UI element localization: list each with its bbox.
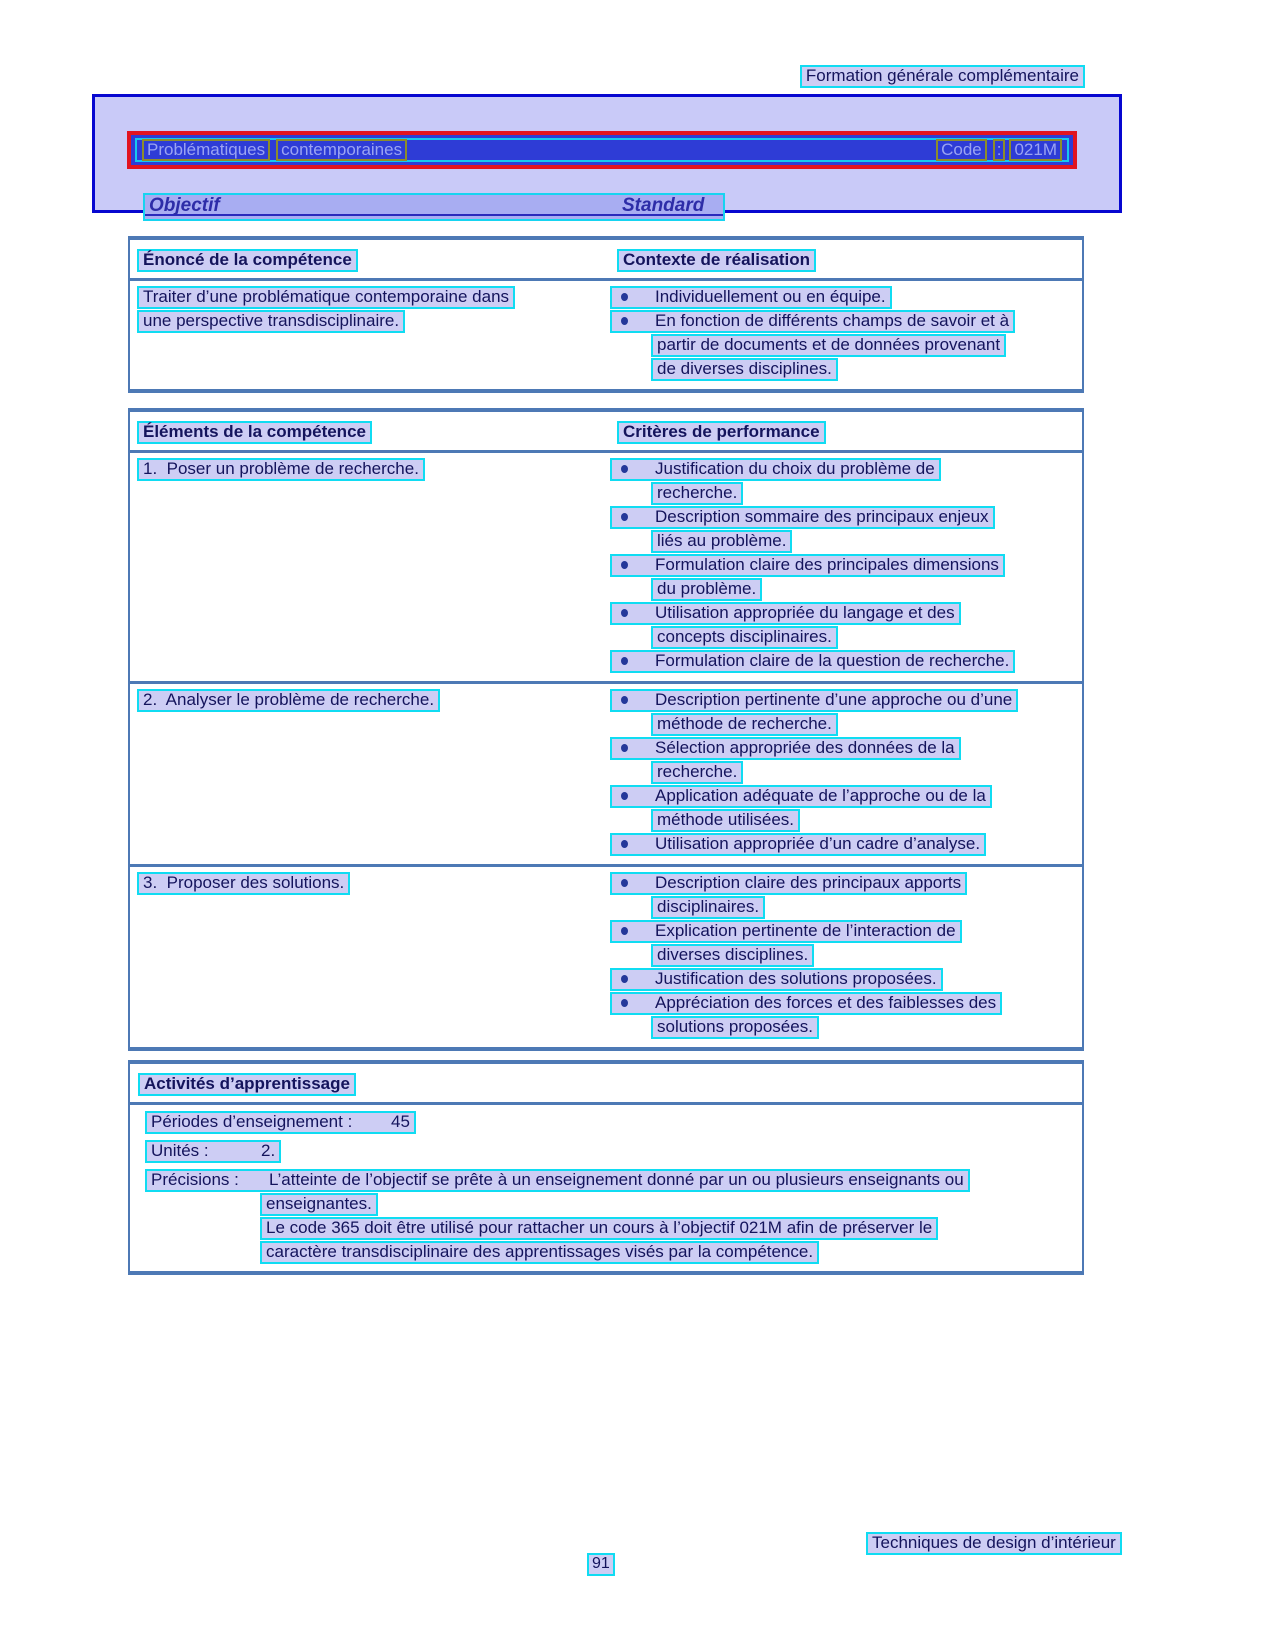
code-value: 021M	[1009, 139, 1062, 161]
learning-activities-table	[128, 1060, 1084, 1275]
periods-value: 45	[391, 1112, 410, 1131]
bullet-continuation-line: diverses disciplines.	[651, 944, 814, 967]
column-header-elements: Éléments de la compétence	[137, 421, 372, 444]
bullet-text: Individuellement ou en équipe.	[655, 287, 886, 306]
title-line-box	[135, 138, 1069, 162]
section-header-right: Formation générale complémentaire	[800, 65, 1085, 88]
bullet-continuation-line: solutions proposées.	[651, 1016, 819, 1039]
bullet-line	[610, 737, 961, 760]
table-row	[130, 453, 1082, 681]
bullet-icon	[621, 744, 628, 752]
competence-statement-table	[128, 236, 1084, 393]
objectif-standard-row	[143, 193, 725, 221]
column-header-criteria: Critères de performance	[617, 421, 826, 444]
bullet-icon	[621, 792, 628, 800]
activities-header: Activités d’apprentissage	[138, 1073, 356, 1096]
bullet-icon	[621, 561, 628, 569]
element-cell	[130, 458, 610, 674]
criteria-cell	[610, 872, 1082, 1040]
bullet-continuation-line: disciplinaires.	[651, 896, 765, 919]
activities-body	[130, 1105, 1082, 1271]
bullet-line	[610, 458, 941, 481]
bullet-line	[610, 968, 943, 991]
statement-cell	[130, 286, 610, 382]
footer-program-label: Techniques de design d’intérieur	[866, 1532, 1122, 1555]
bullet-line	[610, 872, 967, 895]
page-number: 91	[587, 1553, 615, 1576]
bullet-text: Justification du choix du problème de	[655, 459, 935, 478]
bullet-continuation-line: recherche.	[651, 482, 743, 505]
bullet-text: Formulation claire de la question de recherche.	[655, 651, 1010, 670]
bullet-continuation-line: de diverses disciplines.	[651, 358, 838, 381]
periods-label: Périodes d’enseignement :	[151, 1112, 353, 1131]
code-label: Code	[936, 139, 987, 161]
bullet-icon	[621, 696, 628, 704]
element-cell	[130, 689, 610, 857]
bullet-text: Formulation claire des principales dimensions	[655, 555, 999, 574]
bullet-line	[610, 920, 962, 943]
element-line: 3. Proposer des solutions.	[137, 872, 350, 895]
bullet-icon	[621, 317, 628, 325]
table-header-row	[130, 412, 1082, 453]
bullet-continuation-line: concepts disciplinaires.	[651, 626, 838, 649]
criteria-cell	[610, 689, 1082, 857]
statement-line: Traiter d’une problématique contemporaine dans	[137, 286, 515, 309]
bullet-text: Appréciation des forces et des faiblesses des	[655, 993, 997, 1012]
periods-line	[145, 1111, 416, 1134]
bullet-continuation-line: liés au problème.	[651, 530, 792, 553]
bullet-line	[610, 833, 986, 856]
precisions-continuation-line: Le code 365 doit être utilisé pour rattacher un cours à l’objectif 021M afin de préserver le	[260, 1217, 938, 1240]
bullet-text: Sélection appropriée des données de la	[655, 738, 955, 757]
bullet-icon	[621, 657, 628, 665]
bullet-line	[610, 785, 992, 808]
column-header-context: Contexte de réalisation	[617, 249, 816, 272]
bullet-icon	[621, 975, 628, 983]
bullet-continuation-line: partir de documents et de données provenant	[651, 334, 1006, 357]
precisions-continuation-line: caractère transdisciplinaire des apprentissages visés par la compétence.	[260, 1241, 819, 1264]
bullet-text: Utilisation appropriée d’un cadre d’analyse.	[655, 834, 981, 853]
bullet-line	[610, 650, 1015, 673]
table-row	[130, 864, 1082, 1047]
table-header-row	[130, 240, 1082, 281]
bullet-icon	[621, 999, 628, 1007]
units-label: Unités :	[151, 1141, 209, 1160]
units-line	[145, 1140, 281, 1163]
units-value: 2.	[261, 1141, 276, 1160]
bullet-text: Utilisation appropriée du langage et des	[655, 603, 955, 622]
course-title	[142, 139, 407, 161]
bullet-line	[610, 506, 995, 529]
criteria-cell	[610, 458, 1082, 674]
table-row	[130, 681, 1082, 864]
bullet-text: Description sommaire des principaux enjeux	[655, 507, 989, 526]
bullet-continuation-line: du problème.	[651, 578, 762, 601]
bullet-line	[610, 602, 961, 625]
title-word: contemporaines	[276, 139, 407, 161]
bullet-line	[610, 689, 1018, 712]
bullet-text: Description claire des principaux apports	[655, 873, 962, 892]
bullet-text: Application adéquate de l’approche ou de la	[655, 786, 986, 805]
objectif-label: Objectif	[149, 195, 220, 216]
bullet-icon	[621, 609, 628, 617]
bullet-continuation-line: recherche.	[651, 761, 743, 784]
precisions-continuation-line: enseignantes.	[260, 1193, 378, 1216]
code-colon: :	[993, 139, 1006, 161]
bullet-icon	[621, 293, 628, 301]
bullet-text: Justification des solutions proposées.	[655, 969, 937, 988]
element-cell	[130, 872, 610, 1040]
bullet-icon	[621, 513, 628, 521]
precisions-line	[145, 1169, 970, 1192]
bullet-text: En fonction de différents champs de savoir et à	[655, 311, 1010, 330]
table-row	[130, 281, 1082, 389]
bullet-icon	[621, 879, 628, 887]
bullet-text: Description pertinente d’une approche ou d’une	[655, 690, 1013, 709]
competence-elements-table	[128, 408, 1084, 1051]
precisions-label: Précisions :	[151, 1170, 239, 1189]
bullet-line	[610, 286, 892, 309]
standard-label: Standard	[622, 195, 705, 216]
element-line: 2. Analyser le problème de recherche.	[137, 689, 440, 712]
table-header-row	[130, 1064, 1082, 1105]
context-cell	[610, 286, 1082, 382]
bullet-continuation-line: méthode utilisées.	[651, 809, 800, 832]
bullet-line	[610, 554, 1005, 577]
element-line: 1. Poser un problème de recherche.	[137, 458, 425, 481]
bullet-line	[610, 992, 1002, 1015]
bullet-continuation-line: méthode de recherche.	[651, 713, 838, 736]
bullet-icon	[621, 465, 628, 473]
course-title-bar	[127, 131, 1077, 169]
column-header-statement: Énoncé de la compétence	[137, 249, 358, 272]
bullet-text: Explication pertinente de l’interaction de	[655, 921, 956, 940]
precisions-text: L’atteinte de l’objectif se prête à un enseignement donné par un ou plusieurs enseignants ou	[269, 1170, 964, 1189]
bullet-icon	[621, 840, 628, 848]
bullet-icon	[621, 927, 628, 935]
course-code	[936, 139, 1062, 161]
statement-line: une perspective transdisciplinaire.	[137, 310, 405, 333]
bullet-line	[610, 310, 1015, 333]
title-word: Problématiques	[142, 139, 270, 161]
